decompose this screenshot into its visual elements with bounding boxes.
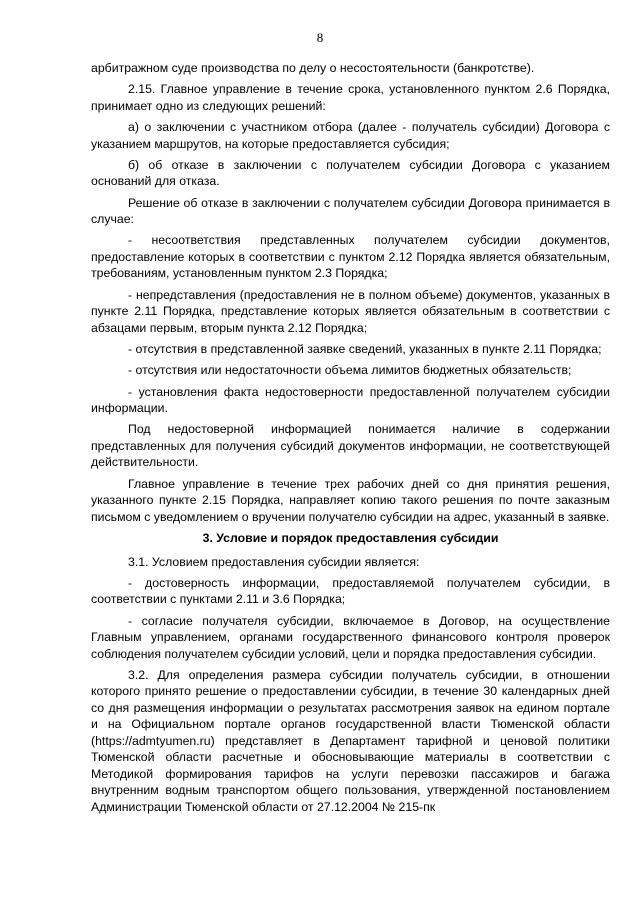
- paragraph-notification: Главное управление в течение трех рабочих дней со дня принятия решения, указанного пункте 2.15 Порядка, направляет копию такого решения по почте заказным письмом с уведомлением о вручении получателю субсидии на адрес, указанный в заявке.: [91, 476, 610, 524]
- page-number: 8: [316, 30, 324, 45]
- list-item-nonsubmission: - непредставления (предоставления не в полном объеме) документов, указанных в пункте 2.11 Порядка, представление которых является обязательным в соответствии с абзацами первым, вторым пункта 2.12 Порядка;: [91, 287, 610, 335]
- paragraph-refusal-intro: Решение об отказе в заключении с получателем субсидии Договора принимается в случае:: [91, 195, 610, 227]
- paragraph-continuation: арбитражном суде производства по делу о несостоятельности (банкротстве).: [91, 61, 535, 75]
- document-body: [91, 60, 610, 815]
- paragraph-clause-3-2: 3.2. Для определения размера субсидии получатель субсидии, в отношении которого принято решение о предоставлении субсидии, в течение 30 календарных дней со дня размещения информации о результатах рассмотрения заявок на едином портале и на Официальном портале органов государственной власти Тюменской области (https://admtyumen.ru) представляет в Департамент тарифной и ценовой политики Тюменской области расчетные и обосновывающие материалы в соответствии с Методикой формирования тарифов на услуги перевозки пассажиров и багажа внутренним водным транспортом общего пользования, утвержденной постановлением Администрации Тюменской области от 27.12.2004 № 215-пк: [91, 667, 610, 814]
- paragraph-clause-2-15: 2.15. Главное управление в течение срока, установленного пунктом 2.6 Порядка, принимает одно из следующих решений:: [91, 82, 610, 113]
- paragraph-option-a: а) о заключении с участником отбора (далее - получатель субсидии) Договора с указанием маршрутов, на которые предоставляется субсидия;: [91, 120, 610, 151]
- paragraph-false-info-definition: Под недостоверной информацией понимается наличие в содержании представленных для получения субсидий документов информации, не соответствующей действительности.: [91, 422, 610, 470]
- paragraph-clause-3-1: 3.1. Условием предоставления субсидии является:: [128, 554, 420, 569]
- paragraph-option-b: б) об отказе в заключении с получателем субсидии Договора с указанием оснований для отказа.: [91, 157, 610, 189]
- list-item-reliability: - достоверность информации, предоставляемой получателем субсидии, в соответствии с пунктами 2.11 и 3.6 Порядка;: [91, 575, 610, 607]
- list-item-missing-info: - отсутствия в представленной заявке сведений, указанных в пункте 2.11 Порядка;: [128, 342, 602, 357]
- list-item-false-info: - установления факта недостоверности предоставленной получателем субсидии информации.: [91, 384, 610, 416]
- section-heading-3: 3. Условие и порядок предоставления субсидии: [202, 531, 499, 546]
- list-item-insufficient-limits: - отсутствия или недостаточности объема лимитов бюджетных обязательств;: [128, 363, 572, 378]
- list-item-consent: - согласие получателя субсидии, включаемое в Договор, на осуществление Главным управлением, органами государственного финансового контроля проверок соблюдения получателем субсидии условий, цели и порядка предоставления субсидии.: [91, 613, 610, 661]
- list-item-nonconformity: - несоответствия представленных получателем субсидии документов, предоставление которых в соответствии с пунктом 2.12 Порядка является обязательным, требованиям, установленным пунктом 2.3 Порядка;: [91, 233, 610, 281]
